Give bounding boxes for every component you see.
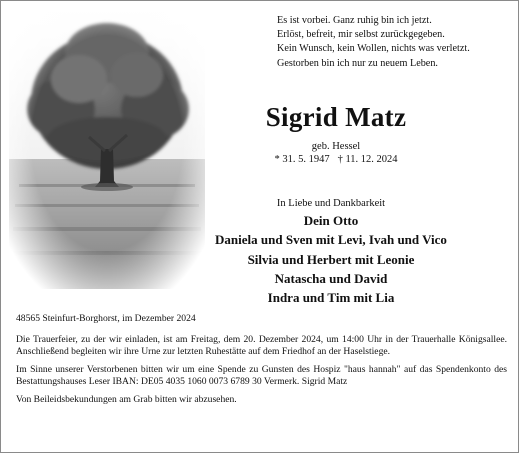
mourners-intro: In Liebe und Dankbarkeit: [276, 198, 386, 209]
poem-line: Erlöst, befreit, mir selbst zurückgegeben.: [277, 29, 445, 41]
poem-line: Gestorben bin ich nur zu neuem Leben.: [277, 57, 438, 69]
mourner-line: Natascha und David: [274, 270, 388, 286]
mourner-line: Indra und Tim mit Lia: [267, 290, 395, 306]
place-date: 48565 Steinfurt-Borghorst, im Dezember 2024: [16, 313, 196, 324]
funeral-details: [16, 313, 507, 412]
deceased-name: Sigrid Matz: [265, 102, 407, 132]
funeral-text: Die Trauerfeier, zu der wir einladen, ist am Freitag, dem 20. Dezember 2024, um 14:00 Uhr in der Trauerhalle Königsallee. Anschließend begleiten wir ihre Urne zur letzten Ruhestätte auf dem Friedhof an der Haselstiege.: [16, 333, 507, 358]
life-dates: [211, 153, 461, 166]
birth-name: geb. Hessel: [311, 141, 361, 152]
mourners-list: [161, 211, 501, 307]
donation-text: Im Sinne unserer Verstorbenen bitten wir um eine Spende zu Gunsten des Hospiz "haus hannah" auf das Spendenkonto des Bestattungshauses Leser IBAN: DE05 4035 1060 0073 6789 30 Vermerk. Sigrid Matz: [16, 363, 507, 388]
mourner-line: Dein Otto: [303, 213, 359, 228]
poem: [277, 14, 517, 71]
condolence-text: Von Beileidsbekundungen am Grab bitten wir abzusehen.: [16, 393, 237, 405]
poem-line: Kein Wunsch, kein Wollen, nichts was verletzt.: [277, 43, 470, 55]
death-date: † 11. 12. 2024: [337, 154, 398, 165]
mourner-line: Silvia und Herbert mit Leonie: [247, 251, 415, 267]
mourner-line: Daniela und Sven mit Levi, Ivah und Vico: [215, 232, 447, 248]
birth-date: * 31. 5. 1947: [274, 154, 330, 165]
poem-line: Es ist vorbei. Ganz ruhig bin ich jetzt.: [277, 15, 432, 26]
